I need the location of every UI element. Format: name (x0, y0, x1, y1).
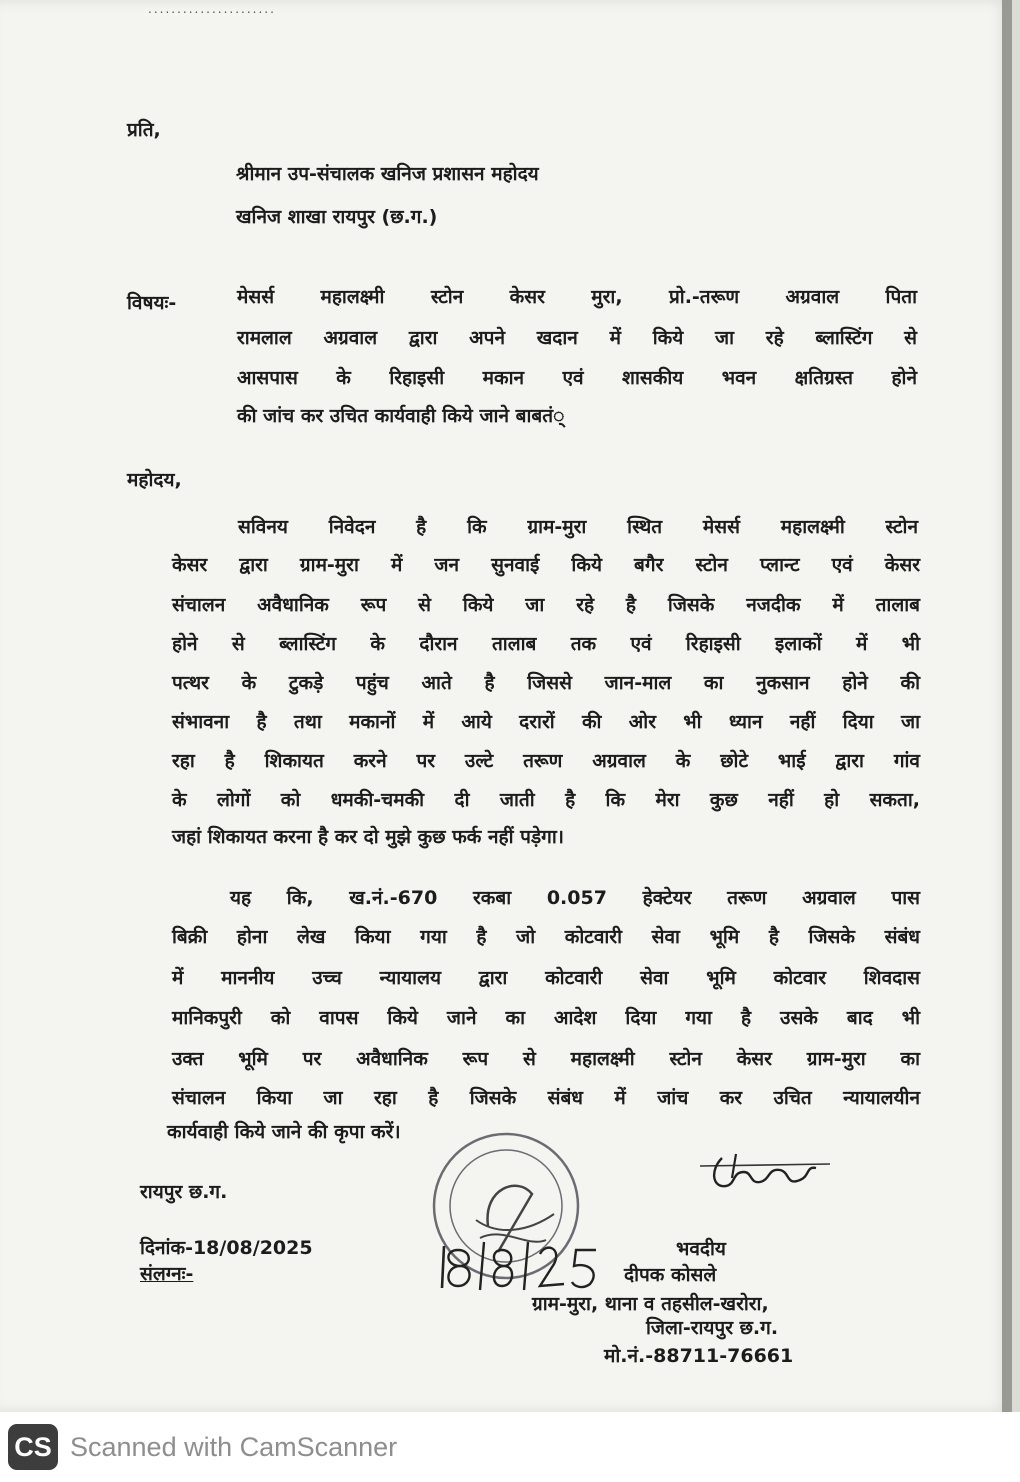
para1-line-5: पत्थर के टुकड़े पहुंच आते है जिससे जान-माल का नुकसान होने की (172, 672, 920, 694)
para2-line-4: मानिकपुरी को वापस किये जाने का आदेश दिया गया है उसके बाद भी (172, 1007, 920, 1029)
sender-address-1: ग्राम-मुरा, थाना व तहसील-खरोरा, (532, 1293, 769, 1315)
para1-line-4: होने से ब्लास्टिंग के दौरान तालाब तक एवं रिहाइसी इलाकों में भी (172, 633, 920, 655)
salutation: महोदय, (127, 469, 182, 491)
subject-line-1: मेसर्स महालक्ष्मी स्टोन केसर मुरा, प्रो.-तरूण अग्रवाल पिता (237, 286, 917, 308)
sender-name: दीपक कोसले (624, 1264, 717, 1286)
prati-label: प्रति, (127, 119, 161, 141)
para2-line-2: बिक्री होना लेख किया गया है जो कोटवारी सेवा भूमि है जिसके संबंध (172, 926, 920, 948)
date: दिनांक-18/08/2025 (140, 1237, 313, 1259)
closing-bhavdiya: भवदीय (676, 1238, 726, 1260)
camscanner-watermark-text: Scanned with CamScanner (70, 1432, 398, 1462)
subject-line-4: की जांच कर उचित कार्यवाही किये जाने बाबतं् (237, 405, 565, 427)
sender-mobile: मो.नं.-88711-76661 (604, 1345, 794, 1367)
para1-line-7: रहा है शिकायत करने पर उल्टे तरूण अग्रवाल के छोटे भाई द्वारा गांव (172, 750, 920, 772)
addressee-line-2: खनिज शाखा रायपुर (छ.ग.) (236, 206, 438, 228)
para1-line-1: सविनय निवेदन है कि ग्राम-मुरा स्थित मेसर्स महालक्ष्मी स्टोन (238, 516, 918, 538)
signature (692, 1148, 834, 1198)
para1-line-9: जहां शिकायत करना है कर दो मुझे कुछ फर्क नहीं पड़ेगा। (172, 826, 564, 848)
top-dots: ...................... (148, 2, 276, 16)
addressee-line-1: श्रीमान उप-संचालक खनिज प्रशासन महोदय (236, 163, 539, 185)
para2-line-5: उक्त भूमि पर अवैधानिक रूप से महालक्ष्मी स्टोन केसर ग्राम-मुरा का (172, 1048, 920, 1070)
sender-address-2: जिला-रायपुर छ.ग. (646, 1317, 779, 1339)
para2-line-1: यह कि, ख.नं.-670 रकबा 0.057 हेक्टेयर तरूण अग्रवाल पास (230, 887, 920, 909)
page-edge-shadow (1002, 0, 1012, 1412)
para1-line-6: संभावना है तथा मकानों में आये दरारों की ओर भी ध्यान नहीं दिया जा (172, 711, 920, 733)
para1-line-3: संचालन अवैधानिक रूप से किये जा रहे है जिसके नजदीक में तालाब (172, 594, 920, 616)
handwritten-date (436, 1236, 646, 1294)
enclosure-label: संलग्नः- (140, 1263, 194, 1285)
para2-line-7: कार्यवाही किये जाने की कृपा करें। (167, 1121, 401, 1143)
subject-line-3: आसपास के रिहाइसी मकान एवं शासकीय भवन क्षतिग्रस्त होने (237, 367, 917, 389)
subject-line-2: रामलाल अग्रवाल द्वारा अपने खदान में किये जा रहे ब्लास्टिंग से (237, 327, 917, 349)
camscanner-logo-icon: CS (8, 1424, 58, 1470)
para2-line-3: में माननीय उच्च न्यायालय द्वारा कोटवारी सेवा भूमि कोटवार शिवदास (172, 967, 920, 989)
subject-label: विषयः- (127, 292, 177, 314)
place: रायपुर छ.ग. (140, 1181, 228, 1203)
para1-line-2: केसर द्वारा ग्राम-मुरा में जन सुनवाई किये बगैर स्टोन प्लान्ट एवं केसर (172, 554, 920, 576)
para1-line-8: के लोगों को धमकी-चमकी दी जाती है कि मेरा कुछ नहीं हो सकता, (172, 789, 920, 811)
camscanner-footer (0, 1412, 1020, 1482)
para2-line-6: संचालन किया जा रहा है जिसके संबंध में जांच कर उचित न्यायालयीन (172, 1087, 920, 1109)
